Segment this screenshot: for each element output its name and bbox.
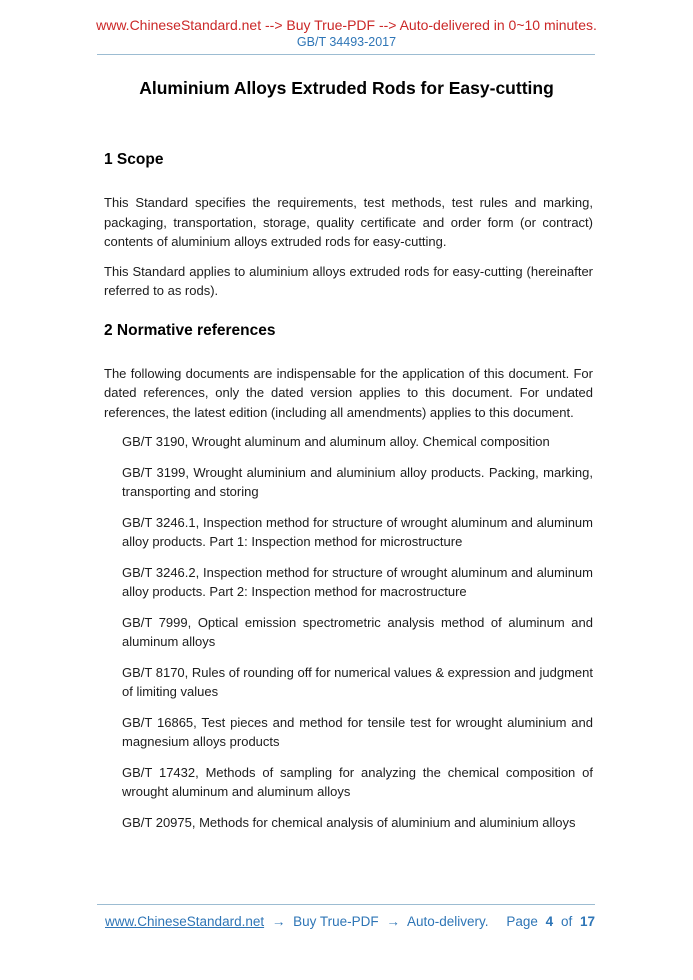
page-indicator: [502, 914, 595, 929]
reference-item: GB/T 17432, Methods of sampling for analyzing the chemical composition of wrought aluminum and aluminum alloys: [122, 764, 593, 799]
reference-item: GB/T 3246.2, Inspection method for structure of wrought aluminum and aluminum alloy products. Part 2: Inspection method for macrostructure: [122, 564, 593, 599]
page-label: Page: [506, 914, 538, 929]
footer-delivery-label: Auto-delivery.: [406, 914, 489, 929]
arrow-right-icon: →: [271, 914, 286, 929]
reference-item: GB/T 8170, Rules of rounding off for numerical values & expression and judgment of limiting values: [122, 664, 593, 699]
section-heading-normative-references: 2 Normative references: [104, 321, 276, 339]
promo-banner: www.ChineseStandard.net --> Buy True-PDF --> Auto-delivered in 0~10 minutes.: [96, 17, 597, 33]
footer-buy-label: Buy True-PDF: [293, 914, 379, 929]
paragraph-scope-1: This Standard specifies the requirements, test methods, test rules and marking, packaging, transportation, storage, quality certificate and order form (or contract) contents of aluminium alloys extruded rods for easy-cutting.: [104, 195, 593, 249]
page-number: 4: [545, 914, 554, 929]
reference-list: [104, 432, 593, 832]
total-pages: 17: [579, 914, 595, 929]
header-rule: [97, 54, 595, 55]
section-heading-scope: 1 Scope: [104, 151, 164, 168]
document-title: Aluminium Alloys Extruded Rods for Easy-cutting: [139, 78, 554, 98]
reference-item: GB/T 16865, Test pieces and method for tensile test for wrought aluminium and magnesium alloys products: [122, 714, 593, 749]
reference-item: GB/T 3246.1, Inspection method for structure of wrought aluminum and aluminum alloy products. Part 1: Inspection method for microstructure: [122, 514, 593, 549]
arrow-right-icon: →: [386, 914, 400, 929]
footer-rule: [97, 904, 595, 905]
reference-item: GB/T 3199, Wrought aluminium and aluminium alloy products. Packing, marking, transporting and storing: [122, 464, 593, 499]
reference-item: GB/T 7999, Optical emission spectrometric analysis method of aluminum and aluminum alloys: [122, 614, 593, 649]
footer-promo: [105, 914, 488, 929]
page-footer: [97, 904, 595, 929]
document-body: [104, 150, 593, 832]
paragraph-normative-intro: The following documents are indispensable for the application of this document. For dated references, only the dated version applies to this document. For undated references, the latest edition (including all amendments) applies to this document.: [104, 365, 593, 420]
paragraph-scope-2: This Standard applies to aluminium alloys extruded rods for easy-cutting (hereinafter referred to as rods).: [104, 263, 593, 298]
of-label: of: [560, 914, 573, 929]
reference-item: GB/T 3190, Wrought aluminum and aluminum alloy. Chemical composition: [122, 434, 550, 449]
footer-website-link[interactable]: www.ChineseStandard.net: [105, 914, 265, 929]
standard-code: GB/T 34493-2017: [296, 35, 397, 49]
reference-item: GB/T 20975, Methods for chemical analysis of aluminium and aluminium alloys: [122, 814, 576, 830]
